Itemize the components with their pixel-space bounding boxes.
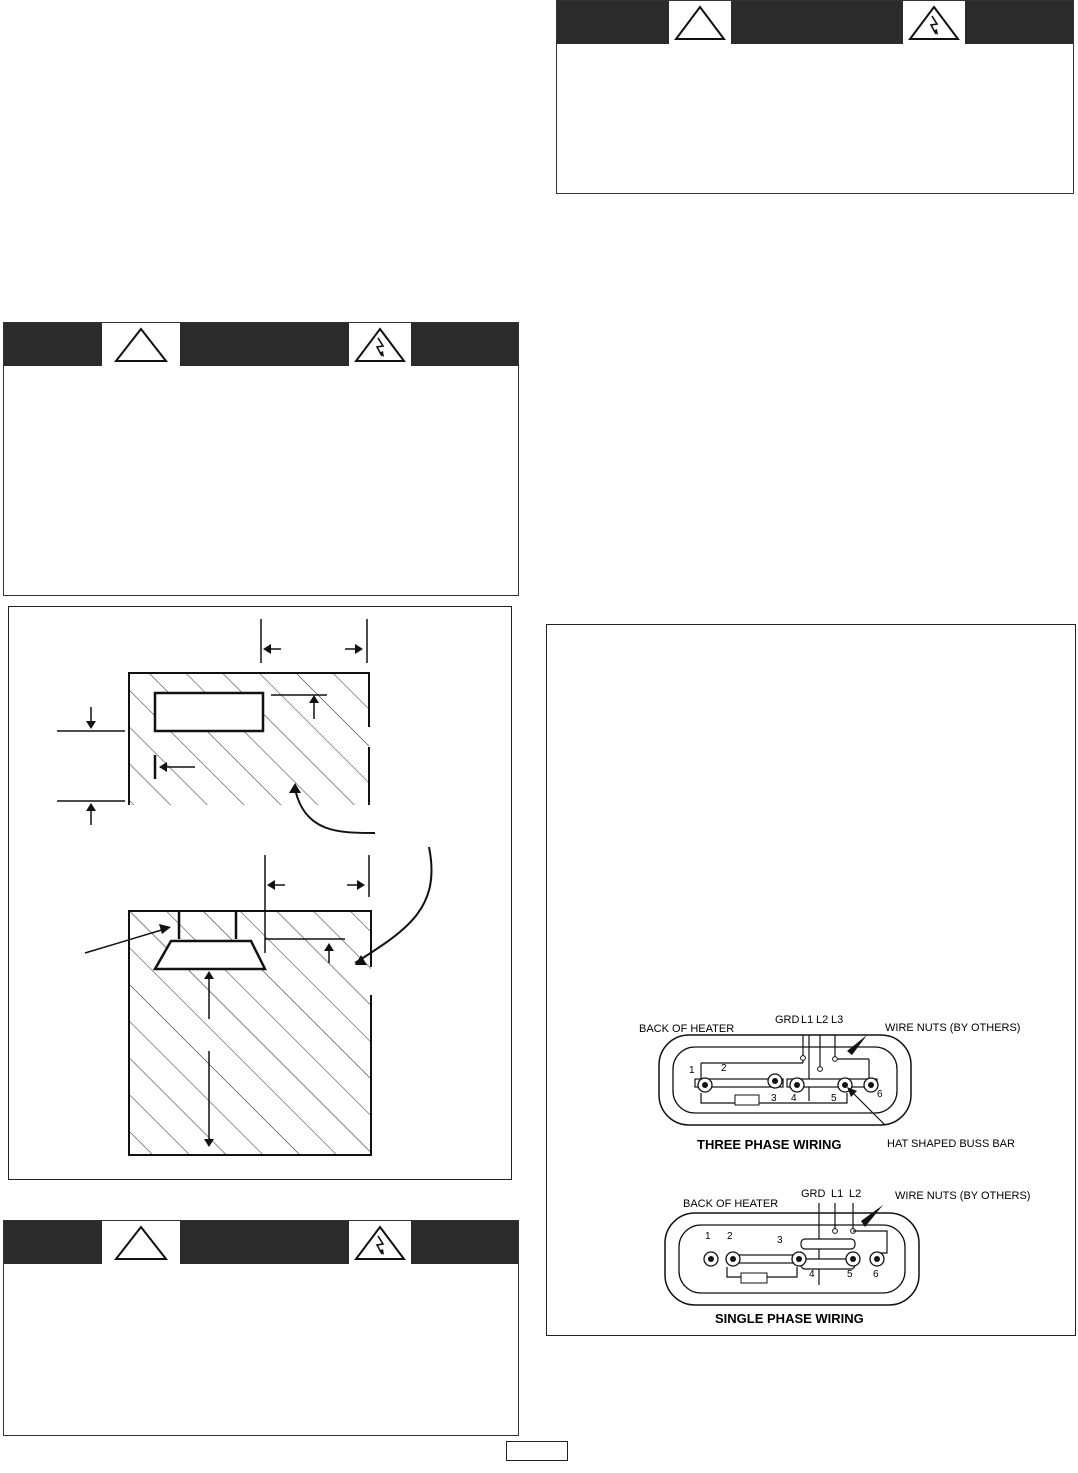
single-phase-title: SINGLE PHASE WIRING	[715, 1311, 864, 1326]
terminal-label: 3	[771, 1093, 777, 1104]
caution-triangle-icon	[669, 1, 731, 44]
electrical-hazard-icon	[349, 323, 411, 366]
terminal-label: 2	[721, 1063, 727, 1074]
buss-bar-label: HAT SHAPED BUSS BAR	[887, 1138, 1015, 1150]
terminal-label: 5	[847, 1269, 853, 1280]
single-phase-diagram	[665, 1188, 1030, 1326]
l2-label: L2	[849, 1188, 862, 1200]
back-of-heater-label: BACK OF HEATER	[683, 1198, 779, 1210]
clearance-diagram	[8, 606, 512, 1180]
warning-box-middle-left	[3, 322, 519, 596]
terminal-studs	[704, 1252, 884, 1266]
warning-bar	[4, 1221, 518, 1264]
upper-view	[57, 619, 375, 833]
back-of-heater-label: BACK OF HEATER	[639, 1023, 735, 1035]
wire-nuts-label: WIRE NUTS (BY OTHERS)	[895, 1190, 1031, 1202]
l1-label: L1	[801, 1014, 814, 1026]
terminal-label: 4	[809, 1269, 815, 1280]
terminal-label: 2	[727, 1231, 733, 1242]
warning-box-top-right	[556, 0, 1074, 194]
terminal-label: 1	[705, 1231, 711, 1242]
warning-box-bottom-left	[3, 1220, 519, 1436]
grd-label: GRD	[775, 1014, 800, 1026]
l2-label: L2	[816, 1014, 829, 1026]
terminal-label: 6	[877, 1089, 883, 1100]
warning-bar	[557, 1, 1073, 44]
electrical-hazard-icon	[903, 1, 965, 44]
three-phase-title: THREE PHASE WIRING	[697, 1137, 842, 1152]
l3-label: L3	[831, 1014, 844, 1026]
terminal-label: 4	[791, 1093, 797, 1104]
grd-label: GRD	[801, 1188, 826, 1200]
warning-bar	[4, 323, 518, 366]
electrical-hazard-icon	[349, 1221, 411, 1264]
wiring-diagram-box	[546, 624, 1076, 1336]
wire-nuts-label: WIRE NUTS (BY OTHERS)	[885, 1022, 1021, 1034]
terminal-label: 5	[831, 1093, 837, 1104]
lower-view	[85, 847, 432, 1155]
page-number-box	[506, 1441, 568, 1461]
caution-triangle-icon	[102, 1221, 180, 1264]
caution-triangle-icon	[102, 323, 180, 366]
terminal-label: 3	[777, 1235, 783, 1246]
terminal-label: 1	[689, 1065, 695, 1076]
l1-label: L1	[831, 1188, 844, 1200]
terminal-label: 6	[873, 1269, 879, 1280]
three-phase-diagram	[639, 1014, 1020, 1152]
